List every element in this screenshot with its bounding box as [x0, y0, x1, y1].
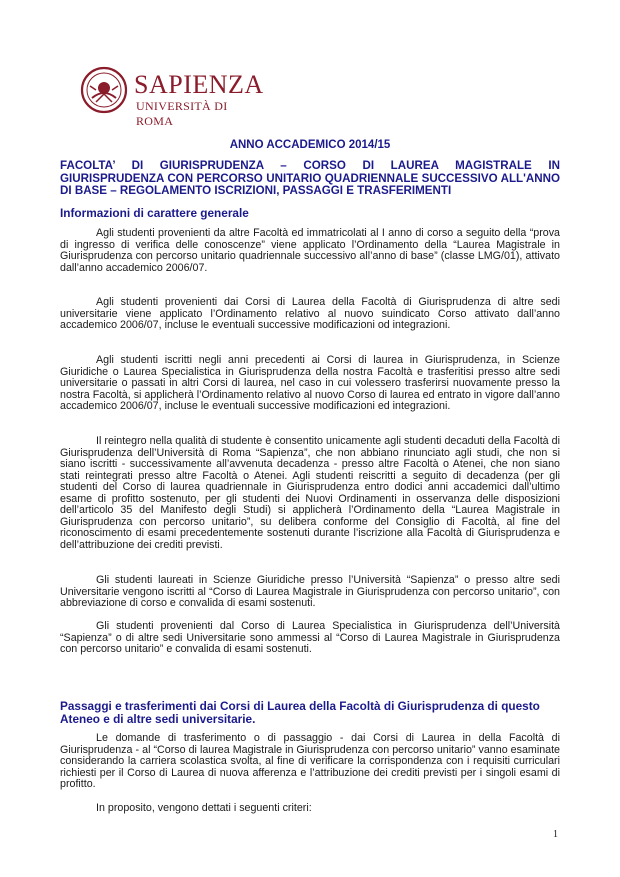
paragraph — [60, 297, 560, 332]
paragraph-text: Gli studenti provenienti dal Corso di Laurea Specialistica in Giurisprudenza dell’Università “Sapienza” o di altre sedi Universitarie sono ammessi al “Corso di Laurea Magistrale in Giurisprudenza con percorso unitario” e convalida di esami sostenuti. — [60, 620, 560, 655]
paragraph-text: Agli studenti iscritti negli anni precedenti ai Corsi di laurea in Giurisprudenza, in Scienze Giuridiche o Laurea Specialistica in Giurisprudenza della nostra Facoltà e trasferitisi presso altre sedi universitarie o passati in altri Corsi di laurea, nel caso in cui volessero trasferirsi nuovamente presso la nostra Facoltà, si applicherà l’Ordinamento relativo al nuovo Corso di laurea ed entrato in vigore dall’anno accademico 2006/07, incluse le eventuali successive modificazioni ed integrazioni. — [60, 354, 560, 412]
paragraph-text: Le domande di trasferimento o di passaggio - dai Corsi di Laurea in della Facoltà di Giurisprudenza - al “Corso di laurea Magistrale in Giurisprudenza con percorso unitario” vanno esaminate considerando la carriera scolastica svolta, al fine di verificare la corrispondenza con i requisiti curriculari richiesti per il Corso di Laurea di nuova afferenza e l’attribuzione dei crediti previsti per i singoli esami di profitto. — [60, 732, 560, 790]
logo-subtitle: UNIVERSITÀ DI ROMA — [136, 99, 228, 128]
document-title: FACOLTA’ DI GIURISPRUDENZA – CORSO DI LAUREA MAGISTRALE IN GIURISPRUDENZA CON PERCORSO UNITARIO QUADRIENNALE SUCCESSIVO ALL'ANNO DI BASE – REGOLAMENTO ISCRIZIONI, PASSAGGI E TRASFERIMENTI — [60, 159, 560, 198]
paragraph-text: Il reintegro nella qualità di studente è consentito unicamente agli studenti decaduti della Facoltà di Giurisprudenza dell’Università di Roma “Sapienza”, che non abbiano rinunciato agli studi, che non si siano iscritti - successivamente all’avvenuta decadenza - presso altre Facoltà o Atenei, che non siano stati reintegrati presso altre Facoltà o Atenei. Agli studenti reiscritti a seguito di decadenza (per gli studenti del Corso di laurea quadriennale in Giurisprudenza entro dodici anni accademici dall’ultimo esame di profitto sostenuto, per gli studenti dei Nuovi Ordinamenti in osservanza delle disposizioni dell’articolo 35 del Manifesto degli Studi) si applicherà l’Ordinamento della “Laurea Magistrale in Giurisprudenza con percorso unitario”, su delibera conforme del Consiglio di Facoltà, al fine del riconoscimento di esami precedentemente sostenuti durante l’iscrizione alla Facoltà di Giurisprudenza e dell’attribuzione dei crediti previsti. — [60, 435, 560, 551]
paragraph — [60, 803, 560, 815]
paragraph — [60, 228, 560, 274]
sapienza-logo — [80, 66, 264, 128]
section-heading-transfers: Passaggi e trasferimenti dai Corsi di Laurea della Facoltà di Giurisprudenza di questo Ateneo e di altre sedi universitarie. — [60, 699, 540, 726]
page-number: 1 — [553, 829, 558, 840]
paragraph — [60, 621, 560, 656]
paragraph-text: Gli studenti laureati in Scienze Giuridiche presso l’Università “Sapienza” o presso altre sedi Universitarie vengono iscritti al “Corso di Laurea Magistrale in Giurisprudenza con percorso unitario”, con abbreviazione di corso e convalida di esami sostenuti. — [60, 574, 560, 609]
logo-name: SAPIENZA — [134, 70, 264, 99]
paragraph — [60, 436, 560, 551]
paragraph-text: In proposito, vengono dettati i seguenti criteri: — [96, 802, 312, 814]
paragraph — [60, 733, 560, 791]
paragraph-text: Agli studenti provenienti da altre Facoltà ed immatricolati al I anno di corso a seguito della “prova di ingresso di verifica delle conoscenze” viene applicato l’Ordinamento della “Laurea Magistrale in Giurisprudenza con percorso unitario quadriennale successivo all’anno di base” (classe LMG/01), attivato dall’anno accademico 2006/07. — [60, 227, 560, 274]
paragraph — [60, 575, 560, 610]
academic-year: ANNO ACCADEMICO 2014/15 — [229, 139, 391, 151]
university-seal-icon — [80, 66, 128, 114]
paragraph-text: Agli studenti provenienti dai Corsi di Laurea della Facoltà di Giurisprudenza di altre sedi universitarie viene applicato l’Ordinamento relativo al nuovo suindicato Corso attivato dall’anno accademico 2006/07, incluse le eventuali successive modificazioni od integrazioni. — [60, 296, 560, 331]
paragraph — [60, 355, 560, 413]
section-heading-general: Informazioni di carattere generale — [60, 206, 249, 220]
